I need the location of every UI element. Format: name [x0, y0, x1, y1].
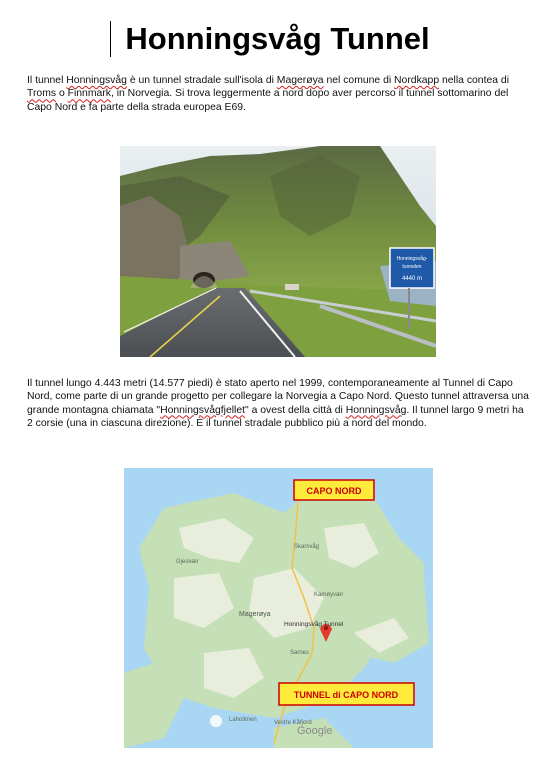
- text-cursor: [110, 21, 111, 57]
- spellcheck-word: Finnmark: [67, 88, 111, 100]
- text-run: nel comune di: [323, 75, 395, 86]
- text-run: nella contea di: [439, 75, 510, 86]
- map-place-mageroya: Magerøya: [239, 611, 271, 618]
- sign-text-line2: tunnelen: [402, 264, 422, 270]
- text-run: " a ovest della città di: [245, 404, 346, 416]
- map-place-sarnes: Sarnes: [290, 650, 310, 656]
- sign-text-line1: Honningsvåg-: [396, 256, 428, 262]
- google-logo: Google: [297, 725, 333, 737]
- map-place-skarsvag: Skarsvåg: [294, 544, 320, 550]
- spellcheck-word: Honningsvågfjellet: [160, 404, 246, 416]
- text-run: o: [56, 88, 68, 100]
- spellcheck-word: Magerøya: [276, 75, 324, 86]
- map-label-capo-nord: CAPO NORD: [306, 486, 362, 496]
- text-run: . Il tunnel largo 9 metri ha 2 corsie (una in ciascuna direzione). È il tunnel stradale pubblico più a nord del mondo.: [27, 404, 524, 429]
- text-run: , in Norvegia. Si trova leggermente a nord dopo aver percorso il tunnel sottomarino del Capo Nord e fa parte della strada europea E69.: [27, 88, 509, 113]
- map-place-lahollmen: Lahollmen: [229, 717, 257, 723]
- spellcheck-word: Honningsvåg: [66, 75, 127, 86]
- sign-text-line3: 4440 m: [401, 276, 423, 282]
- spellcheck-word: Honningsvåg: [345, 404, 407, 416]
- text-run: è un tunnel stradale sull'isola di: [126, 75, 277, 86]
- spellcheck-word: Nordkapp: [394, 75, 440, 86]
- map-place-kafjord: Vestre Kåfjord: [274, 720, 312, 726]
- text-run: Il tunnel lungo 4.443 metri (14.577 piedi) è stato aperto nel 1999, contemporaneamente al Tunnel di Capo Nord, come parte di un grande progetto per collegare la Norvegia a Capo Nord. Questo tunnel attraversa una grande montagna chiamata ": [27, 378, 529, 416]
- spellcheck-word: Troms: [27, 88, 57, 100]
- map-place-honningsvag: Honningsvåg Tunnel: [284, 621, 344, 628]
- map-label-tunnel: TUNNEL di CAPO NORD: [293, 690, 399, 700]
- tunnel-map: [124, 468, 433, 748]
- map-place-gjesvaer: Gjesvær: [176, 559, 199, 565]
- text-run: Il tunnel: [27, 75, 67, 86]
- history-paragraph: [27, 377, 529, 430]
- map-place-kamoyvaer: Kamøyvær: [314, 592, 344, 598]
- tunnel-photo: [120, 146, 436, 357]
- page-title: Honningsvåg Tunnel: [125, 21, 430, 56]
- intro-paragraph: [27, 74, 529, 114]
